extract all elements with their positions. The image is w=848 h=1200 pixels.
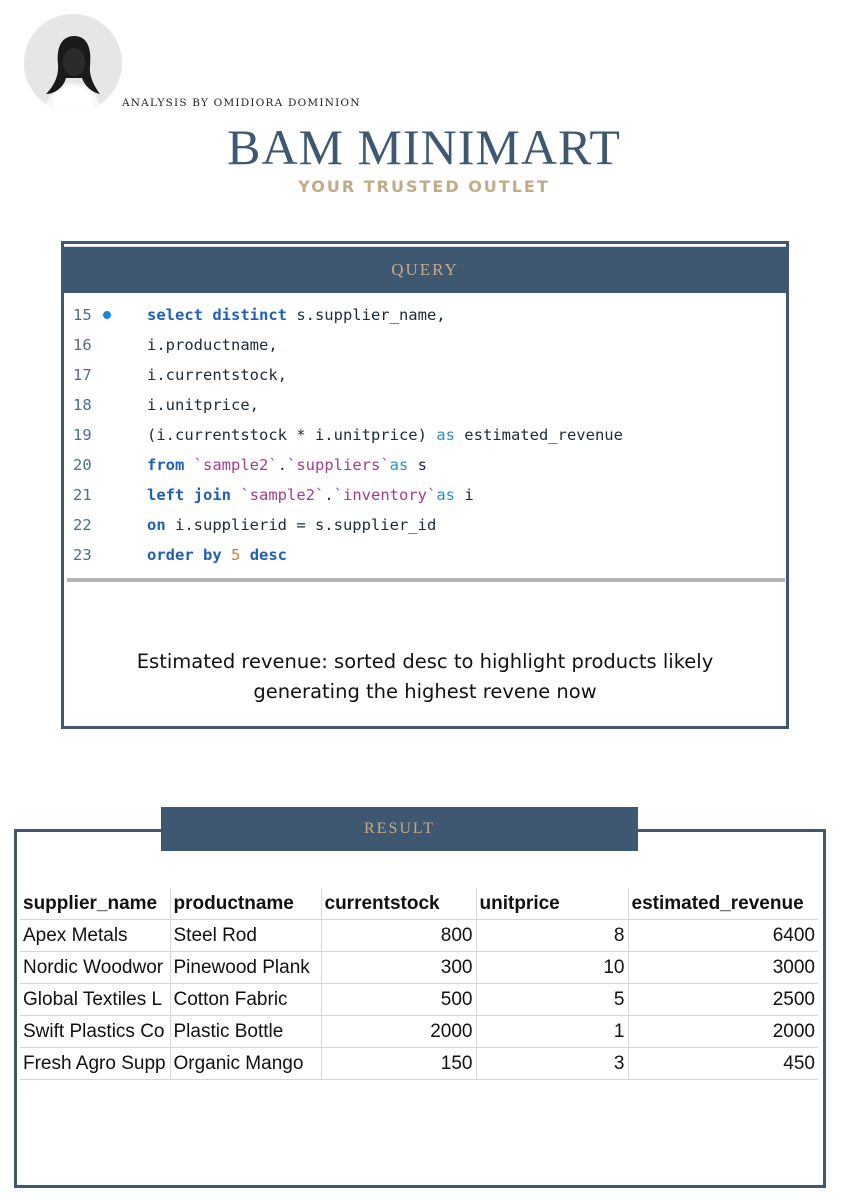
- table-cell: 300: [321, 952, 476, 984]
- table-cell: 800: [321, 920, 476, 952]
- column-header: supplier_name: [20, 888, 170, 920]
- column-header: currentstock: [321, 888, 476, 920]
- code-text: (i.currentstock * i.unitprice) as estimated_revenue: [147, 426, 623, 444]
- table-cell: Pinewood Plank: [170, 952, 321, 984]
- code-text: i.unitprice,: [147, 396, 259, 414]
- brand-tagline: YOUR TRUSTED OUTLET: [298, 177, 550, 196]
- line-number: 15: [73, 306, 92, 324]
- table-row: [20, 984, 818, 1016]
- table-cell: 150: [321, 1048, 476, 1080]
- table-cell: 6400: [628, 920, 818, 952]
- query-panel: [61, 241, 789, 729]
- table-cell: 5: [476, 984, 628, 1016]
- code-text: order by 5 desc: [147, 546, 288, 564]
- table-cell: 2000: [321, 1016, 476, 1048]
- author-avatar: [24, 14, 122, 112]
- table-cell: 3: [476, 1048, 628, 1080]
- code-text: i.productname,: [147, 336, 278, 354]
- author-byline: ANALYSIS BY OMIDIORA DOMINION: [122, 97, 361, 109]
- table-cell: 3000: [628, 952, 818, 984]
- code-text: select distinct s.supplier_name,: [147, 306, 446, 324]
- line-number: 20: [73, 456, 92, 474]
- table-cell: Organic Mango: [170, 1048, 321, 1080]
- table-row: [20, 1048, 818, 1080]
- caption-line: generating the highest revene now: [253, 680, 597, 703]
- code-text: on i.supplierid = s.supplier_id: [147, 516, 437, 534]
- table-cell: Apex Metals: [20, 920, 170, 952]
- table-cell: Swift Plastics Co: [20, 1016, 170, 1048]
- table-cell: 500: [321, 984, 476, 1016]
- table-cell: 8: [476, 920, 628, 952]
- column-header: unitprice: [476, 888, 628, 920]
- table-cell: Plastic Bottle: [170, 1016, 321, 1048]
- line-number: 21: [73, 486, 92, 504]
- table-cell: 450: [628, 1048, 818, 1080]
- column-header: productname: [170, 888, 321, 920]
- result-header: RESULT: [161, 807, 638, 851]
- brand-title: BAM MINIMART: [227, 119, 621, 175]
- sql-code-editor: [67, 296, 785, 582]
- line-number: 23: [73, 546, 92, 564]
- portrait-photo-icon: [24, 14, 122, 112]
- table-header-row: [20, 888, 818, 920]
- code-text: left join `sample2`.`inventory`as i: [147, 486, 474, 504]
- table-cell: 2000: [628, 1016, 818, 1048]
- table-cell: 10: [476, 952, 628, 984]
- table-cell: 2500: [628, 984, 818, 1016]
- table-cell: Global Textiles L: [20, 984, 170, 1016]
- table-row: [20, 952, 818, 984]
- table-cell: Steel Rod: [170, 920, 321, 952]
- line-number: 17: [73, 366, 92, 384]
- code-text: i.currentstock,: [147, 366, 287, 384]
- code-text: from `sample2`.`suppliers`as s: [147, 456, 428, 474]
- line-number: 16: [73, 336, 92, 354]
- query-header: QUERY: [64, 247, 786, 293]
- line-number: 22: [73, 516, 92, 534]
- table-cell: 1: [476, 1016, 628, 1048]
- table-cell: Cotton Fabric: [170, 984, 321, 1016]
- table-row: [20, 920, 818, 952]
- breakpoint-dot-icon: [103, 311, 111, 319]
- query-caption: [64, 647, 786, 707]
- caption-line: Estimated revenue: sorted desc to highlight products likely: [136, 650, 714, 673]
- table-cell: Fresh Agro Supp: [20, 1048, 170, 1080]
- table-cell: Nordic Woodwor: [20, 952, 170, 984]
- table-row: [20, 1016, 818, 1048]
- line-number: 18: [73, 396, 92, 414]
- result-table: [20, 888, 818, 1080]
- column-header: estimated_revenue: [628, 888, 818, 920]
- line-number: 19: [73, 426, 92, 444]
